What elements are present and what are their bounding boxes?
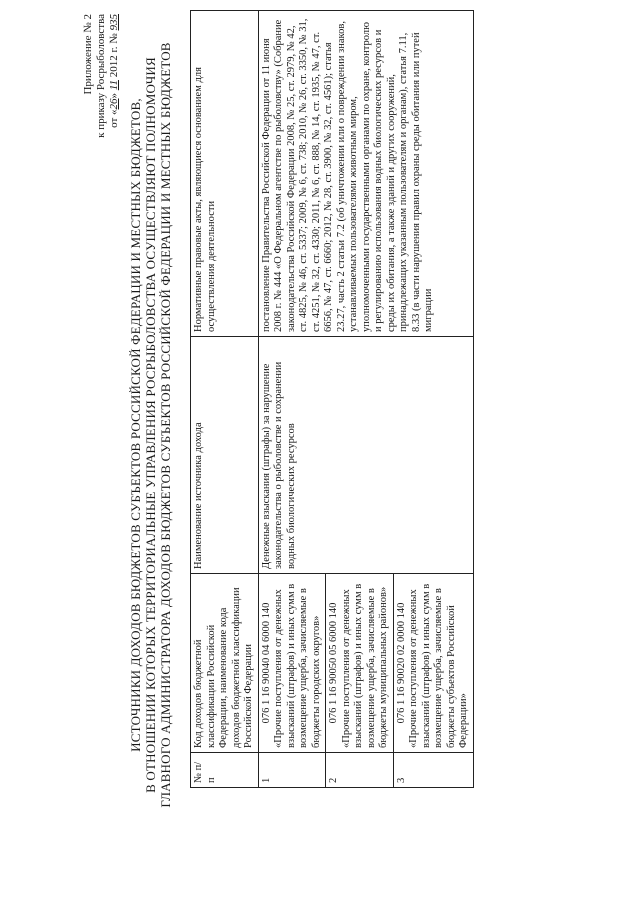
row-source-name: Денежные взыскания (штрафы) за нарушение законодательства о рыболовстве и сохранении водных биологических ресурсов	[258, 337, 473, 574]
table-row	[258, 11, 326, 788]
handwritten-day: 26	[108, 98, 120, 110]
row-num: 2	[326, 753, 394, 788]
annex-title: Приложение № 2	[82, 14, 94, 95]
handwritten-month: 11	[108, 80, 120, 91]
doc-title-line-1: ИСТОЧНИКИ ДОХОДОВ БЮДЖЕТОВ СУБЪЕКТОВ РОССИЙСКОЙ ФЕДЕРАЦИИ И МЕСТНЫХ БЮДЖЕТОВ,	[128, 98, 143, 752]
revenue-sources-table	[190, 10, 474, 788]
row-num: 3	[393, 753, 473, 788]
row-code-text: «Прочие поступления от денежных взысканий (штрафов) и иных сумм в возмещение ущерба, зачисляемые в бюджеты муниципальных районов»	[340, 583, 389, 748]
annex-order-ref: к приказу Росрыболовства	[95, 14, 107, 138]
row-code: 076 1 16 90050 05 6000 140	[328, 602, 339, 724]
header-num: № п/п	[191, 753, 259, 788]
table-header-row	[191, 11, 259, 788]
doc-title-line-3: ГЛАВНОГО АДМИНИСТРАТОРА ДОХОДОВ БЮДЖЕТОВ СУБЪЕКТОВ РОССИЙСКОЙ ФЕДЕРАЦИИ И МЕСТНЫХ БЮДЖЕТОВ	[158, 42, 173, 808]
row-code-cell	[393, 574, 473, 753]
header-acts: Нормативные правовые акты, являющиеся основанием для осуществления деятельности	[191, 11, 259, 337]
annex-date-mid: »	[108, 90, 120, 99]
doc-title-line-2: В ОТНОШЕНИИ КОТОРЫХ ТЕРРИТОРИАЛЬНЫЕ УПРАВЛЕНИЯ РОСРЫБОЛОВСТВА ОСУЩЕСТВЛЯЮТ ПОЛНОМОЧИЯ	[143, 57, 158, 793]
row-code: 076 1 16 90020 02 0000 140	[395, 602, 407, 724]
row-code-cell	[258, 574, 326, 753]
row-code-text: «Прочие поступления от денежных взысканий (штрафов) и иных сумм в возмещение ущерба, зачисляемые в бюджеты субъектов Российской Федерации»	[408, 583, 469, 748]
annex-date-year: 2012 г. №	[108, 30, 120, 81]
handwritten-order-number: 935	[108, 14, 120, 31]
row-code: 076 1 16 90040 04 6000 140	[260, 602, 272, 724]
row-num: 1	[258, 753, 326, 788]
row-legal-acts: постановление Правительства Российской Федерации от 11 июня 2008 г. № 444 «О Федеральном агентстве по рыболовству» (Собрание законодательства Российской Федерации 2008, № 25, ст. 2979, № 42, ст. 4825, № 46, ст. 5337; 2009, № 6, ст. 738; 2010, № 26, ст. 3350, № 31, ст. 4251, № 32, ст. 4330; 2011, № 6, ст. 888, № 14, ст. 1935, № 47, ст. 6656, № 47, ст. 6660; 2012, № 28, ст. 3900, № 32, ст. 4561); статья 23.27, часть 2 статьи 7.2 (об уничтожении или о повреждении знаков, устанавливаемых пользователями животным миром, уполномоченными государственными органами по охране, контролю и регулированию использования водных биологических ресурсов и среды их обитания, а также зданий и других сооружений, принадлежащих указанным пользователям и органам), статья 7.11, 8.33 (в части нарушения правил охраны среды обитания или путей миграции	[258, 11, 473, 337]
annex-date-line	[108, 14, 121, 214]
header-code: Код доходов бюджетной классификации Российской Федерации, наименование кода доходов бюджетной классификации Российской Федерации	[191, 574, 259, 753]
row-code-cell	[326, 574, 394, 753]
annex-date-prefix: от «	[108, 109, 120, 128]
annex-block	[82, 14, 121, 214]
header-name: Наименование источника дохода	[191, 337, 259, 574]
row-code-text: «Прочие поступления от денежных взысканий (штрафов) и иных сумм в возмещение ущерба, зачисляемые в бюджеты городских округов»	[273, 583, 322, 748]
